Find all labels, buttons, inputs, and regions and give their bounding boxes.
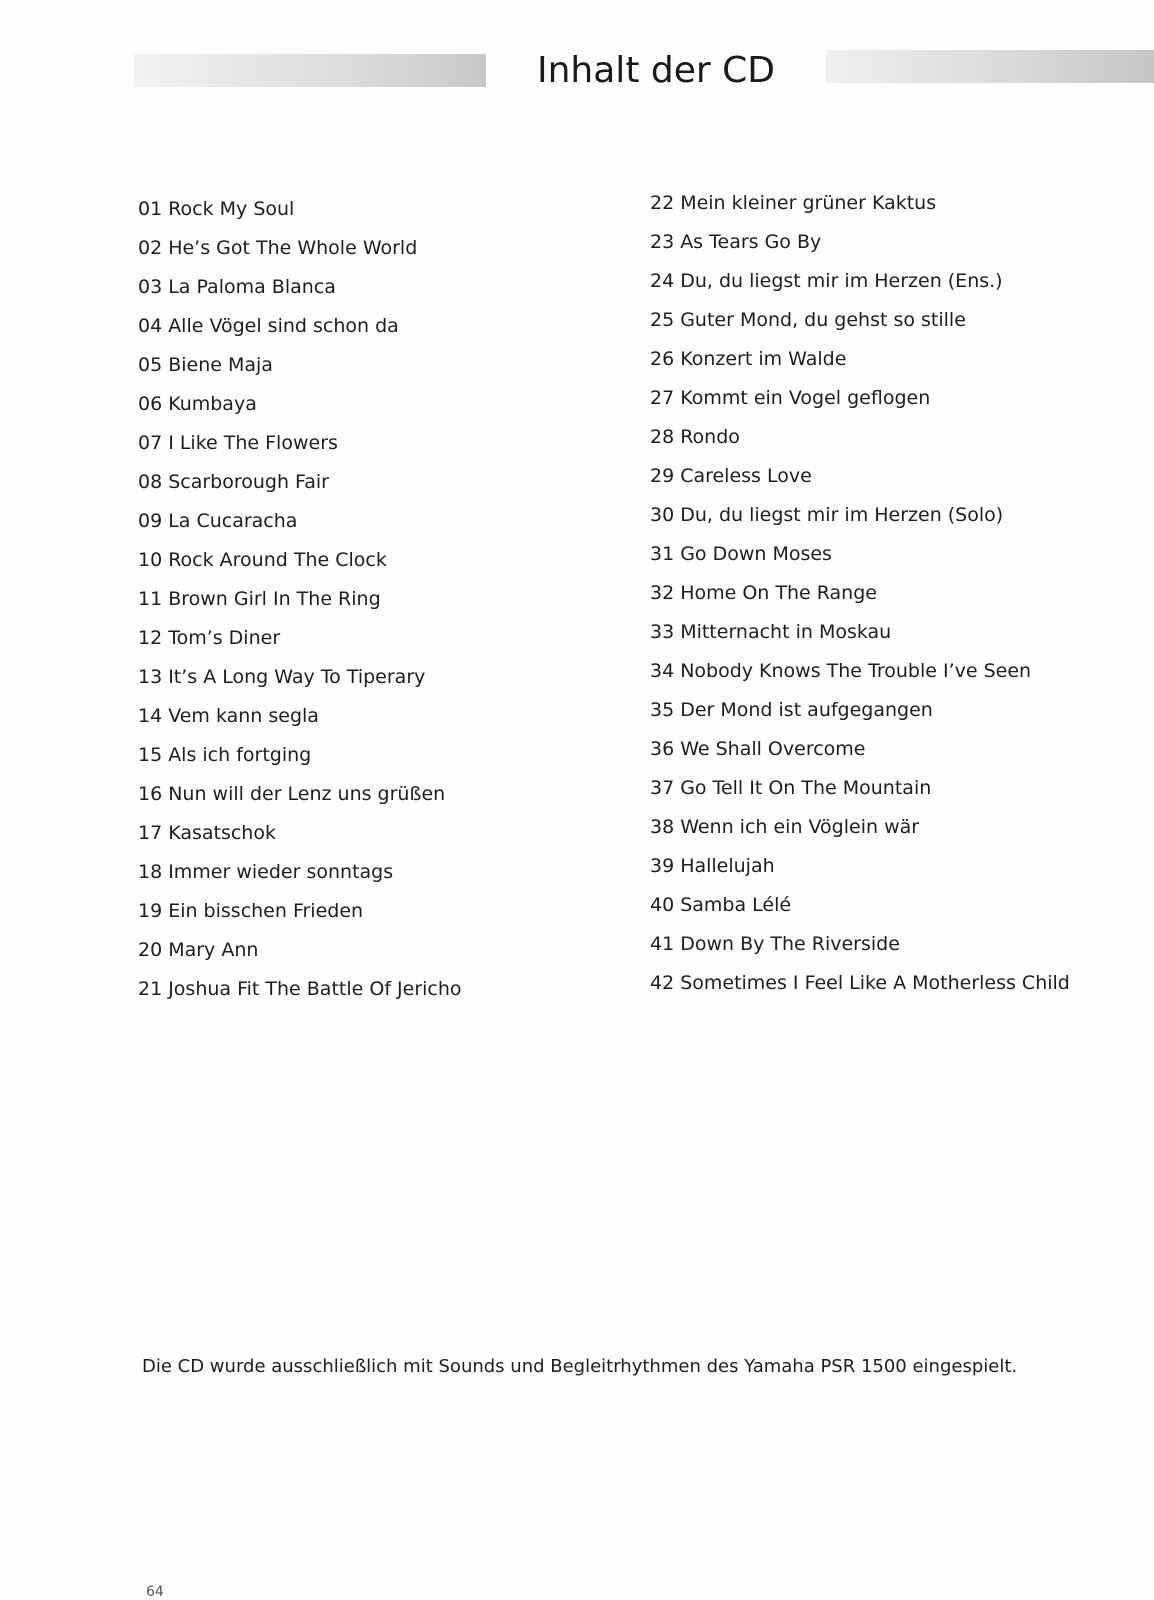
track-title: Du, du liegst mir im Herzen (Ens.) (680, 270, 1003, 292)
track-number: 14 (138, 705, 163, 727)
track-number: 20 (138, 939, 163, 961)
track-item (138, 307, 462, 346)
track-item (650, 262, 1070, 301)
track-title: Nun will der Lenz uns grüßen (168, 783, 446, 805)
track-item (138, 463, 462, 502)
track-number: 38 (650, 816, 675, 838)
track-item (650, 652, 1070, 691)
track-item (650, 496, 1070, 535)
track-title: We Shall Overcome (680, 738, 866, 760)
track-title: Tom’s Diner (168, 627, 281, 649)
track-title: It’s A Long Way To Tiperary (168, 666, 426, 688)
track-number: 15 (138, 744, 163, 766)
track-title: Joshua Fit The Battle Of Jericho (168, 978, 462, 1000)
track-number: 18 (138, 861, 163, 883)
track-title: Careless Love (680, 465, 812, 487)
track-title: Go Tell It On The Mountain (680, 777, 932, 799)
track-number: 05 (138, 354, 163, 376)
track-item (138, 346, 462, 385)
track-item (138, 775, 462, 814)
track-item (650, 730, 1070, 769)
track-item (138, 814, 462, 853)
track-item (650, 535, 1070, 574)
track-title: Rock My Soul (168, 198, 295, 220)
track-title: Ein bisschen Frieden (168, 900, 364, 922)
track-item (138, 697, 462, 736)
track-title: Go Down Moses (680, 543, 832, 565)
track-item (650, 457, 1070, 496)
track-title: Kasatschok (168, 822, 276, 844)
track-number: 17 (138, 822, 163, 844)
track-title: La Cucaracha (168, 510, 298, 532)
track-title: Brown Girl In The Ring (168, 588, 381, 610)
track-item (650, 925, 1070, 964)
track-number: 27 (650, 387, 675, 409)
track-item (138, 541, 462, 580)
track-item (650, 886, 1070, 925)
track-title: Sometimes I Feel Like A Motherless Child (680, 972, 1070, 994)
track-title: Immer wieder sonntags (168, 861, 394, 883)
track-number: 12 (138, 627, 163, 649)
track-item (650, 769, 1070, 808)
track-item (138, 385, 462, 424)
track-number: 29 (650, 465, 675, 487)
track-item (138, 424, 462, 463)
track-number: 32 (650, 582, 675, 604)
track-title: He’s Got The Whole World (168, 237, 418, 259)
track-title: Kumbaya (168, 393, 257, 415)
track-item (650, 301, 1070, 340)
track-number: 26 (650, 348, 675, 370)
track-item (138, 658, 462, 697)
track-title: Nobody Knows The Trouble I’ve Seen (680, 660, 1032, 682)
track-title: Alle Vögel sind schon da (168, 315, 399, 337)
page-number: 64 (146, 1584, 164, 1600)
track-number: 21 (138, 978, 163, 1000)
track-item (138, 268, 462, 307)
track-title: I Like The Flowers (168, 432, 338, 454)
track-number: 40 (650, 894, 675, 916)
track-item (138, 892, 462, 931)
track-number: 36 (650, 738, 675, 760)
track-title: Als ich fortging (168, 744, 312, 766)
track-number: 22 (650, 192, 675, 214)
track-item (138, 580, 462, 619)
track-title: Rondo (680, 426, 740, 448)
track-item (650, 691, 1070, 730)
track-item (138, 502, 462, 541)
track-list-left (138, 190, 462, 1009)
track-number: 01 (138, 198, 163, 220)
track-title: Du, du liegst mir im Herzen (Solo) (680, 504, 1004, 526)
track-number: 31 (650, 543, 675, 565)
track-item (138, 853, 462, 892)
track-title: Mitternacht in Moskau (680, 621, 892, 643)
track-item (650, 340, 1070, 379)
track-title: Rock Around The Clock (168, 549, 387, 571)
track-number: 13 (138, 666, 163, 688)
track-item (650, 418, 1070, 457)
track-title: Kommt ein Vogel geflogen (680, 387, 931, 409)
track-item (650, 847, 1070, 886)
track-item (650, 964, 1070, 1003)
track-title: Mein kleiner grüner Kaktus (680, 192, 937, 214)
track-item (650, 379, 1070, 418)
track-number: 07 (138, 432, 163, 454)
track-number: 06 (138, 393, 163, 415)
track-title: Vem kann segla (168, 705, 319, 727)
track-title: As Tears Go By (680, 231, 822, 253)
track-number: 37 (650, 777, 675, 799)
track-item (138, 229, 462, 268)
track-title: Scarborough Fair (168, 471, 329, 493)
page-title: Inhalt der CD (537, 50, 775, 91)
track-number: 23 (650, 231, 675, 253)
track-number: 42 (650, 972, 675, 994)
track-title: Mary Ann (168, 939, 259, 961)
track-number: 19 (138, 900, 163, 922)
track-item (650, 574, 1070, 613)
track-item (138, 970, 462, 1009)
track-item (650, 184, 1070, 223)
track-number: 10 (138, 549, 163, 571)
track-item (650, 223, 1070, 262)
track-number: 24 (650, 270, 675, 292)
track-title: Der Mond ist aufgegangen (680, 699, 933, 721)
track-title: La Paloma Blanca (168, 276, 336, 298)
track-number: 03 (138, 276, 163, 298)
track-list-right (650, 184, 1070, 1003)
track-number: 41 (650, 933, 675, 955)
track-title: Hallelujah (680, 855, 775, 877)
track-title: Guter Mond, du gehst so stille (680, 309, 966, 331)
track-item (138, 736, 462, 775)
track-number: 28 (650, 426, 675, 448)
track-number: 08 (138, 471, 163, 493)
track-number: 34 (650, 660, 675, 682)
track-number: 04 (138, 315, 163, 337)
track-number: 16 (138, 783, 163, 805)
track-title: Samba Lélé (680, 894, 792, 916)
track-title: Biene Maja (168, 354, 273, 376)
track-item (650, 808, 1070, 847)
track-number: 39 (650, 855, 675, 877)
track-number: 35 (650, 699, 675, 721)
track-number: 25 (650, 309, 675, 331)
track-item (138, 931, 462, 970)
track-number: 11 (138, 588, 163, 610)
track-item (138, 619, 462, 658)
track-item (138, 190, 462, 229)
track-title: Wenn ich ein Vöglein wär (680, 816, 920, 838)
footnote: Die CD wurde ausschließlich mit Sounds und Begleitrhythmen des Yamaha PSR 1500 eingespielt. (142, 1356, 1018, 1377)
track-number: 09 (138, 510, 163, 532)
track-number: 02 (138, 237, 163, 259)
track-title: Home On The Range (680, 582, 877, 604)
track-item (650, 613, 1070, 652)
track-number: 33 (650, 621, 675, 643)
track-title: Down By The Riverside (680, 933, 900, 955)
track-number: 30 (650, 504, 675, 526)
track-title: Konzert im Walde (680, 348, 847, 370)
